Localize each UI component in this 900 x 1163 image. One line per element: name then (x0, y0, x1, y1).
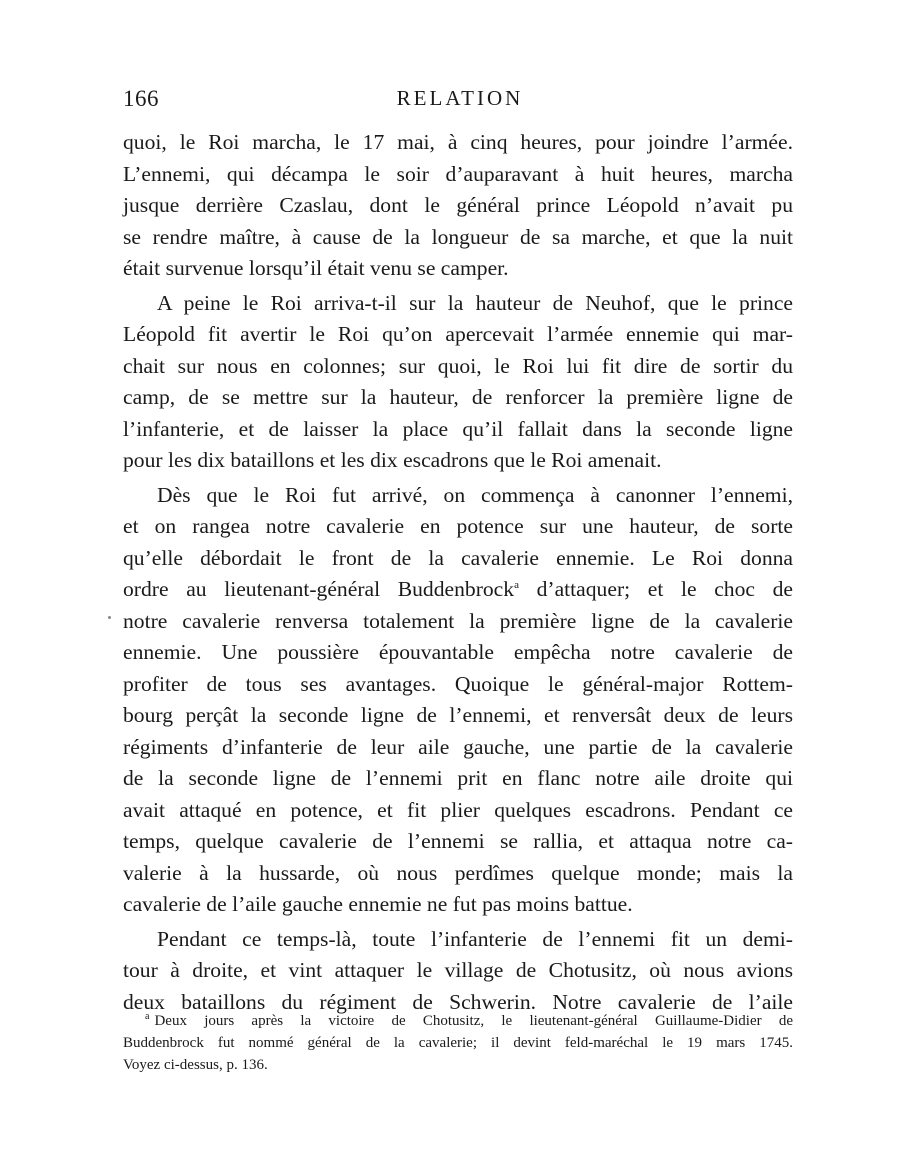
footnote-line (123, 1010, 793, 1032)
footnote-reference[interactable]: a (514, 578, 519, 591)
text-line: avait attaqué en potence, et fit plier quelques escadrons. Pendant ce (123, 797, 793, 822)
text-segment: ordre au lieutenant-général Buddenbrock (123, 577, 515, 601)
paragraph (123, 924, 793, 1019)
text-line: bourg perçât la seconde ligne de l’ennemi, et renversât deux de leurs (123, 703, 793, 727)
text-line: cavalerie de l’aile gauche ennemie ne fut pas moins battue. (123, 892, 633, 916)
text-line: valerie à la hussarde, où nous perdîmes quelque monde; mais la (123, 860, 793, 885)
paragraph (123, 480, 793, 921)
ink-speck (108, 616, 111, 619)
text-line: Dès que le Roi fut arrivé, on commença à canonner l’ennemi, (157, 482, 793, 507)
footnote-line: Buddenbrock fut nommé général de la cavalerie; il devint feld-maréchal le 19 mars 1745. (123, 1035, 793, 1051)
text-line: profiter de tous ses avantages. Quoique le général-major Rottem- (123, 671, 793, 696)
text-line: jusque derrière Czaslau, dont le général prince Léopold n’avait pu (123, 193, 793, 217)
text-line: chait sur nous en colonnes; sur quoi, le Roi lui fit dire de sortir du (123, 353, 793, 378)
paragraph (123, 288, 793, 477)
text-line: pour les dix bataillons et les dix escadrons que le Roi amenait. (123, 448, 662, 472)
text-line: quoi, le Roi marcha, le 17 mai, à cinq heures, pour joindre l’armée. (123, 130, 793, 154)
footnote-text: Deux jours après la victoire de Chotusitz, le lieutenant-général Guillaume-Didier de (154, 1013, 793, 1029)
text-line: notre cavalerie renversa totalement la première ligne de la cavalerie (123, 608, 793, 633)
text-line: temps, quelque cavalerie de l’ennemi se rallia, et attaqua notre ca- (123, 829, 793, 853)
text-line: et on rangea notre cavalerie en potence sur une hauteur, de sorte (123, 514, 793, 538)
text-line: se rendre maître, à cause de la longueur de sa marche, et que la nuit (123, 224, 793, 249)
body-text (123, 127, 793, 1018)
text-line: ennemie. Une poussière épouvantable empêcha notre cavalerie de (123, 640, 793, 664)
text-segment: d’attaquer; et le choc de (518, 577, 793, 601)
text-line-with-note (123, 574, 793, 606)
text-line: qu’elle débordait le front de la cavalerie ennemie. Le Roi donna (123, 545, 793, 570)
footnote-marker: a (145, 1011, 150, 1022)
footnote-line: Voyez ci-dessus, p. 136. (123, 1057, 268, 1073)
text-line: Pendant ce temps-là, toute l’infanterie de l’ennemi fit un demi- (157, 926, 793, 951)
paragraph (123, 127, 793, 285)
footnote (123, 1010, 793, 1076)
text-line: camp, de se mettre sur la hauteur, de renforcer la première ligne de (123, 385, 793, 409)
text-line: régiments d’infanterie de leur aile gauche, une partie de la cavalerie (123, 734, 793, 759)
text-line: Léopold fit avertir le Roi qu’on apercevait l’armée ennemie qui mar- (123, 322, 793, 346)
text-line: l’infanterie, et de laisser la place qu’il fallait dans la seconde ligne (123, 416, 793, 441)
text-line: tour à droite, et vint attaquer le village de Chotusitz, où nous avions (123, 958, 793, 982)
text-line: de la seconde ligne de l’ennemi prit en flanc notre aile droite qui (123, 766, 793, 790)
running-title: RELATION (396, 86, 524, 110)
text-line: deux bataillons du régiment de Schwerin. Notre cavalerie de l’aile (123, 989, 793, 1014)
text-line: A peine le Roi arriva-t-il sur la hauteur de Neuhof, que le prince (157, 290, 793, 315)
text-line: était survenue lorsqu’il était venu se camper. (123, 256, 509, 280)
page-number: 166 (123, 86, 159, 111)
text-line: L’ennemi, qui décampa le soir d’auparavant à huit heures, marcha (123, 161, 793, 186)
